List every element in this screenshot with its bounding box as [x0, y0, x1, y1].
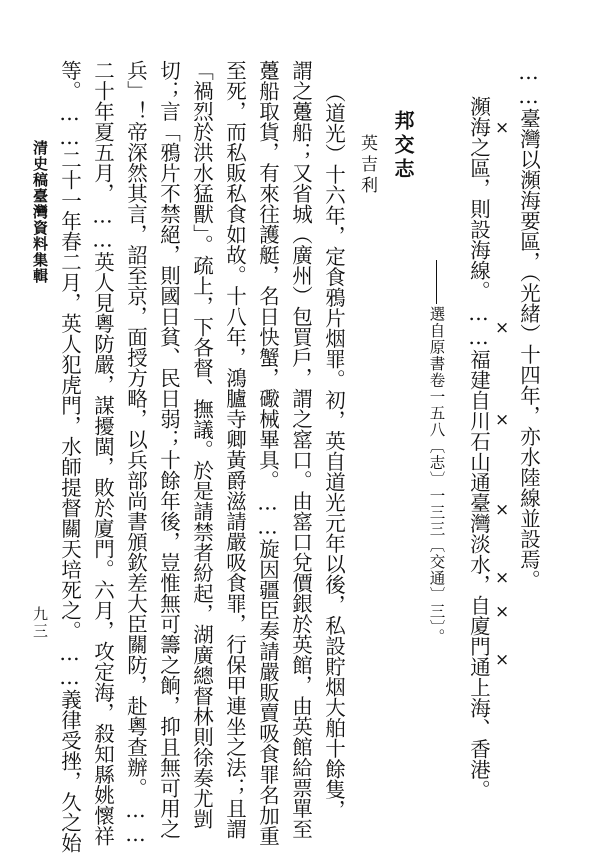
body-line-7: 兵」！帝深然其言，詔至京，面授方略，以兵部尚書頒欽差大臣關防，赴粵查辦。……	[123, 60, 148, 846]
collection-title: 清史稿臺灣資料集輯	[31, 140, 49, 284]
body-line-9: 等。……二十一年春二月，英人犯虎門，水師提督關天培死之。……義律受挫，久之始	[57, 60, 82, 853]
source-citation: 選自原書卷一五八〔志〕一三三〔交通〕三〕。	[427, 306, 446, 645]
omission-mark: ×	[495, 500, 510, 520]
body-line-2: 謂之躉船；又省城（廣州）包買戶，謂之窰口。由窰口兌價銀於英館，由英館給票單至	[288, 60, 313, 839]
body-line-1: （道光）十六年，定食鴉片烟罪。初，英自道光元年以後，私設貯烟大舶十餘隻，	[321, 82, 346, 820]
omission-mark: ×	[495, 568, 510, 588]
body-line-3: 躉船取貨，有來往護艇，名日快蟹，礮械畢具。……旋因疆臣奏請嚴販賣吸食罪名加重	[255, 60, 280, 846]
page-number: 九三	[31, 606, 49, 640]
section-subtitle: 英吉利	[357, 134, 377, 197]
body-line-4: 至死，而私販私食如故。十八年，鴻臚寺卿黃爵滋請嚴吸食罪，行保甲連坐之法；且謂	[222, 60, 247, 839]
omission-mark: ×	[495, 118, 510, 138]
prev-text-line-1: ……臺灣以瀕海要區，（光緒）十四年，亦水陸線並設焉。	[516, 60, 541, 590]
section-title: 邦交志	[391, 110, 415, 182]
omission-mark: ×	[495, 650, 510, 670]
source-dash	[436, 260, 437, 304]
omission-mark: ×	[495, 318, 510, 338]
prev-text-line-2: 瀕海之區，則設海線。……福建自川石山通臺灣淡水，自廈門通上海、香港。	[466, 96, 491, 800]
omission-mark: ×	[495, 602, 510, 622]
omission-mark: ×	[495, 410, 510, 430]
body-line-8: 二十年夏五月，……英人見粵防嚴，謀擾閩，敗於廈門。六月，攻定海，殺知縣姚懷祥	[90, 60, 115, 846]
body-line-6: 切；言「鴉片不禁絕，則國日貧、民日弱；十餘年後，豈惟無可籌之餉，抑且無可用之	[156, 60, 181, 839]
body-line-5: 「禍烈於洪水猛獸」。疏上，下各督、撫議。於是請禁者紛起，湖廣總督林則徐奏尤剴	[189, 60, 214, 829]
